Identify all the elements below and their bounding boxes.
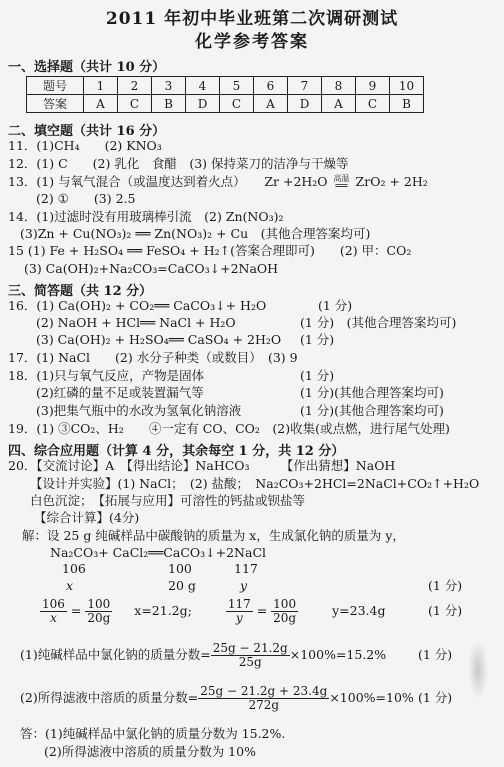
answer-line: 16．(1) Ca(OH)₂ + CO₂══ CaCO₃↓+ H₂O bbox=[8, 298, 267, 313]
calculation-line: (1)纯碱样品中氯化钠的质量分数= $\frac{25g - 21.2g}{25g}$ ×100%=15.2% bbox=[20, 641, 387, 669]
answer-text: 13．(1) 与氧气混合（或温度达到着火点） Zr +2H₂O bbox=[8, 174, 328, 189]
answer-line: 11．(1)CH₄ (2) KNO₃ bbox=[8, 138, 162, 153]
fraction: $\frac{106}{x}$ bbox=[42, 597, 65, 625]
table-cell: A bbox=[254, 95, 288, 113]
answer-line: (3)Zn + Cu(NO₃)₂ ══ Zn(NO₃)₂ + Cu (其他合理答案均可) bbox=[20, 226, 371, 241]
fraction: $\frac{100}{20g}$ bbox=[87, 597, 111, 625]
table-cell: 8 bbox=[322, 77, 356, 95]
section-1-heading: 一、选择题（共计 10 分） bbox=[8, 60, 166, 75]
result-y: y=23.4g bbox=[332, 603, 386, 618]
section-2-heading: 二、填空题（共计 16 分） bbox=[8, 124, 166, 139]
table-cell: A bbox=[322, 95, 356, 113]
answer-line: (2) ① (3) 2.5 bbox=[36, 191, 136, 206]
fraction: $\frac{25g - 21.2g + 23.4g}{272g}$ bbox=[200, 684, 328, 712]
table-cell: C bbox=[220, 95, 254, 113]
table-cell: B bbox=[390, 95, 424, 113]
answer-line: 12．(1) C (2) 乳化 食醋 (3) 保持菜刀的洁净与干燥等 bbox=[8, 156, 349, 171]
section-3-heading: 三、简答题（共 12 分） bbox=[8, 284, 153, 299]
answer-line: 【综合计算】(4分) bbox=[34, 510, 140, 525]
final-answer-line: (2)所得滤液中溶质的质量分数为 10% bbox=[44, 744, 256, 759]
table-cell: 7 bbox=[288, 77, 322, 95]
fraction: $\frac{117}{y}$ bbox=[227, 597, 251, 625]
variable-y: y bbox=[240, 578, 248, 593]
molar-mass-caco3: 100 bbox=[168, 561, 192, 576]
answer-line: (3) Ca(OH)₂ + H₂SO₄══ CaSO₄ + 2H₂O bbox=[36, 332, 282, 347]
score-mark: (1 分)(其他合理答案均可) bbox=[300, 385, 444, 400]
answer-line: 17．(1) NaCl (2) 水分子种类（或数目） (3) 9 bbox=[8, 350, 298, 365]
table-cell: 10 bbox=[390, 77, 424, 95]
score-mark: (1 分) bbox=[418, 647, 453, 662]
table-cell: B bbox=[152, 95, 186, 113]
score-mark: (1 分) bbox=[428, 578, 463, 593]
page-title: 2011 年初中毕业班第二次调研测试 bbox=[105, 9, 399, 29]
answer-line: 【设计并实验】(1) NaCl； (2) 盐酸； Na₂CO₃+2HCl=2NaCl+CO₂↑+H₂O bbox=[30, 476, 480, 491]
mass-caco3: 20 g bbox=[168, 578, 196, 593]
scan-smudge bbox=[468, 640, 488, 700]
table-cell: 2 bbox=[118, 77, 152, 95]
table-cell: A bbox=[84, 95, 118, 113]
score-mark: (1 分) bbox=[300, 332, 335, 347]
score-mark: (1 分) bbox=[418, 690, 453, 705]
answer-table bbox=[26, 76, 424, 113]
table-cell: 1 bbox=[84, 77, 118, 95]
table-cell: D bbox=[186, 95, 220, 113]
table-cell: 9 bbox=[356, 77, 390, 95]
reaction-condition: 高温 bbox=[333, 173, 350, 183]
table-cell: 5 bbox=[220, 77, 254, 95]
answer-line: (2)红磷的量不足或装置漏气等 bbox=[36, 385, 204, 400]
section-4-heading: 四、综合应用题（计算 4 分，其余每空 1 分，共 12 分） bbox=[8, 444, 345, 459]
score-mark: (1 分) (其他合理答案均可) bbox=[300, 315, 457, 330]
answer-line: 白色沉淀； 【拓展与应用】可溶性的钙盐或钡盐等 bbox=[30, 493, 306, 508]
page-subtitle: 化学参考答案 bbox=[195, 32, 309, 52]
answer-line bbox=[8, 174, 428, 191]
table-cell: 6 bbox=[254, 77, 288, 95]
fraction: $\frac{100}{20g}$ bbox=[273, 597, 297, 625]
table-row-numbers bbox=[27, 77, 424, 95]
solution-line: 解：设 25 g 纯碱样品中碳酸钠的质量为 x，生成氯化钠的质量为 y， bbox=[22, 528, 405, 543]
table-header-cell: 题号 bbox=[27, 77, 84, 95]
answer-line: 20．【交流讨论】A 【得出结论】NaHCO₃ 【作出猜想】NaOH bbox=[8, 458, 396, 473]
calculation-line: (2)所得滤液中溶质的质量分数= $\frac{25g - 21.2g + 23.4g}{272g}$ ×100%=10% bbox=[20, 684, 414, 712]
score-mark: (1 分) bbox=[300, 368, 335, 383]
proportion-line: $\frac{106}{x}$ = $\frac{100}{20g}$ x=21.2g; $\frac{117}{y}$ = $\frac{100}{20g}$ y=23.4g bbox=[42, 597, 386, 625]
table-row-answers bbox=[27, 95, 424, 113]
answer-line: 18．(1)只与氧气反应，产物是固体 bbox=[8, 368, 205, 383]
score-mark: (1 分) bbox=[318, 298, 353, 313]
answer-line: (3)把集气瓶中的水改为氢氧化钠溶液 bbox=[36, 403, 242, 418]
fraction: $\frac{25g - 21.2g}{25g}$ bbox=[212, 641, 288, 669]
table-header-cell: 答案 bbox=[27, 95, 84, 113]
equals-sign: ══ bbox=[335, 180, 348, 192]
chemical-equation: Na₂CO₃+ CaCl₂══CaCO₃↓+2NaCl bbox=[50, 545, 267, 560]
answer-text: ZrO₂ + 2H₂ bbox=[355, 174, 428, 189]
reaction-arrow bbox=[334, 175, 350, 191]
result-x: x=21.2g; bbox=[134, 603, 192, 618]
table-cell: C bbox=[118, 95, 152, 113]
answer-line: (2) NaOH + HCl══ NaCl + H₂O bbox=[36, 315, 236, 330]
answer-line: 14．(1)过滤时没有用玻璃棒引流 (2) Zn(NO₃)₂ bbox=[8, 209, 284, 224]
final-answer-line: 答：(1)纯碱样品中氯化钠的质量分数为 15.2%. bbox=[20, 726, 286, 741]
table-cell: D bbox=[288, 95, 322, 113]
answer-line: (3) Ca(OH)₂+Na₂CO₃=CaCO₃↓+2NaOH bbox=[24, 261, 279, 276]
score-mark: (1 分) bbox=[428, 603, 463, 618]
table-cell: 3 bbox=[152, 77, 186, 95]
molar-mass-nacl: 117 bbox=[234, 561, 258, 576]
answer-line: 19．(1) ③CO₂、H₂ ④一定有 CO、CO₂ (2)收集(或点燃，进行尾气处理) bbox=[8, 421, 450, 436]
table-cell: 4 bbox=[186, 77, 220, 95]
molar-mass-na2co3: 106 bbox=[62, 561, 86, 576]
answer-line: 15 (1) Fe + H₂SO₄ ══ FeSO₄ + H₂↑(答案合理即可) (2) 甲：CO₂ bbox=[8, 243, 412, 258]
variable-x: x bbox=[66, 578, 74, 593]
score-mark: (1 分)(其他合理答案均可) bbox=[300, 403, 444, 418]
table-cell: C bbox=[356, 95, 390, 113]
